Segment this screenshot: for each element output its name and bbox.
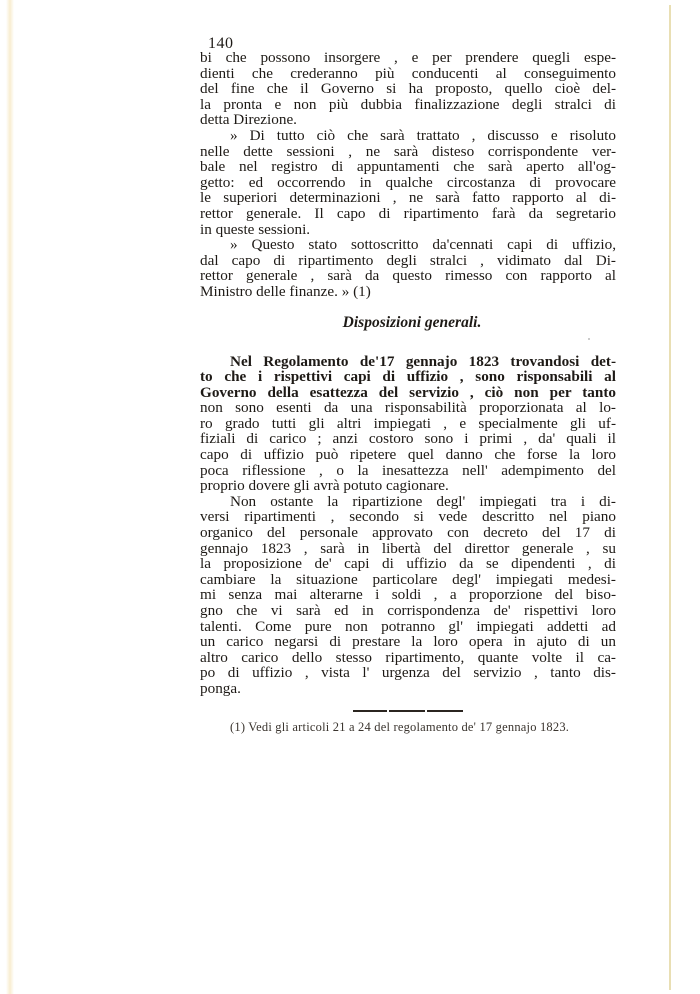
text-line: rettor generale. Il capo di ripartimento farà da segretario xyxy=(200,204,616,222)
text-line: to che i rispettivi capi di uffizio , sono risponsabili al xyxy=(200,368,616,386)
text-line: » Questo stato sottoscritto da'cennati capi di uffizio, xyxy=(230,236,616,254)
text-line: Ministro delle finanze. » (1) xyxy=(200,282,371,300)
text-line: Non ostante la ripartizione degl' impiegati tra i di- xyxy=(230,492,616,510)
text-line: Nel Regolamento de'17 gennajo 1823 trovandosi det- xyxy=(230,352,616,370)
text-line: bi che possono insorgere , e per prendere quegli espe- xyxy=(200,49,616,66)
text-line: poca riflessione , o la inesattezza nell' adempimento del xyxy=(200,461,616,479)
section-2 xyxy=(200,354,616,697)
text-line: ponga. xyxy=(200,679,241,697)
text-line: cambiare la situazione particolare degl' impiegati medesi- xyxy=(200,570,616,588)
text-line: la pronta e non più dubbia finalizzazione degli stralci di xyxy=(200,95,616,113)
text-line: fiziali di carico ; anzi costoro sono i primi , da' quali il xyxy=(200,430,616,448)
text-line: dal capo di ripartimento degli stralci , vidimato dal Di- xyxy=(200,251,616,269)
text-line: detta Direzione. xyxy=(200,111,297,129)
text-line: mi senza mai alterarne i soldi , a proporzione del biso- xyxy=(200,586,616,604)
text-line: ro grado tutti gli altri impiegati , e specialmente gli uf- xyxy=(200,414,616,432)
text-line: nelle dette sessioni , ne sarà disteso corrispondente ver- xyxy=(200,142,616,160)
paragraph xyxy=(200,128,616,237)
page-number: 140 xyxy=(208,35,234,52)
text-line: proprio dovere gli avrà potuto cagionare. xyxy=(200,477,449,495)
paragraph xyxy=(200,354,616,494)
separator-segment xyxy=(353,710,387,712)
text-line: le superiori determinazioni , ne sarà fatto rapporto al di- xyxy=(200,189,616,207)
paragraph xyxy=(200,494,616,697)
text-line: gennajo 1823 , sarà in libertà del direttor generale , su xyxy=(200,539,616,557)
text-line: po di uffizio , vista l' urgenza del servizio , tanto dis- xyxy=(200,664,616,682)
text-line: del fine che il Governo si ha proposto, quello cioè del- xyxy=(200,80,616,98)
text-line: organico del personale approvato con decreto del 17 di xyxy=(200,524,616,542)
text-line: un carico negarsi di prestare la loro opera in ajuto di un xyxy=(200,633,616,651)
footnote: (1) Vedi gli articoli 21 a 24 del regolamento de' 17 gennajo 1823. xyxy=(230,719,570,734)
page-margin-right xyxy=(671,0,700,994)
text-line: getto: ed occorrendo in qualche circostanza di provocare xyxy=(200,173,616,191)
book-page xyxy=(200,36,616,734)
text-line: capo di uffizio può ripetere quel danno che forse la loro xyxy=(200,446,616,464)
text-line: » Di tutto ciò che sarà trattato , discusso e risoluto xyxy=(230,126,616,144)
text-line: la proposizione de' capi di uffizio da se dipendenti , di xyxy=(200,555,616,573)
text-line: in queste sessioni. xyxy=(200,220,311,238)
text-line: versi ripartimenti , secondo si vede descritto nel piano xyxy=(200,508,616,526)
separator-segment xyxy=(389,710,425,712)
section-heading: Disposizioni generali. xyxy=(342,313,482,331)
section-1 xyxy=(200,50,616,300)
paragraph xyxy=(200,237,616,299)
scan-left-edge xyxy=(6,0,14,994)
footnote-separator xyxy=(200,710,616,712)
text-line: rettor generale , sarà da questo rimesso con rapporto al xyxy=(200,267,616,285)
text-line: Governo della esattezza del servizio , ciò non per tanto xyxy=(200,383,616,401)
text-line: gno che vi sarà ed in corrispondenza de' rispettivi loro xyxy=(200,602,616,619)
text-line: dienti che crederanno più conducenti al conseguimento xyxy=(200,64,616,82)
text-line: bale nel registro di appuntamenti che sarà aperto all'og- xyxy=(200,158,616,176)
text-line: altro carico dello stesso ripartimento, quante volte il ca- xyxy=(200,648,616,666)
text-line: talenti. Come pure non potranno gl' impiegati addetti ad xyxy=(200,617,616,635)
paragraph xyxy=(200,50,616,128)
separator-segment xyxy=(427,710,463,712)
text-line: non sono esenti da una risponsabilità proporzionata al lo- xyxy=(200,399,616,417)
